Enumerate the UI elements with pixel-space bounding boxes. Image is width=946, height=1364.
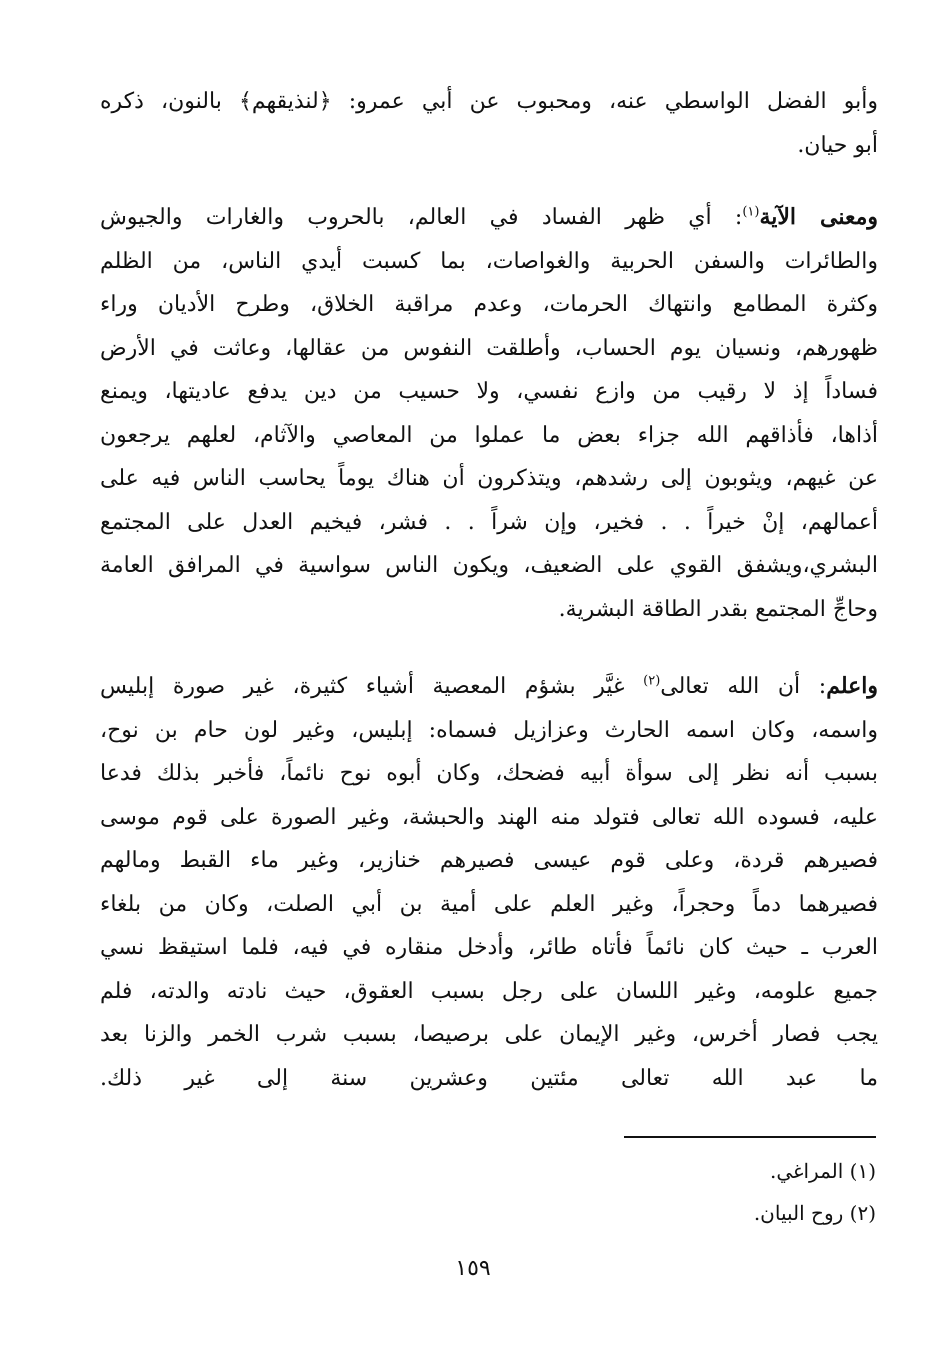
text-line-rest: غيَّر بشؤم المعصية أشياء كثيرة، غير صورة إبليس: [100, 674, 644, 699]
text-line: والطائرات والسفن الحربية والغواصات، بما كسبت أيدي الناس، من الظلم: [100, 248, 878, 274]
text-line: ما عبد الله تعالى مئتين وعشرين سنة إلى غير ذلك.: [100, 1065, 878, 1091]
text-line: أذاها، فأذاقهم الله جزاء بعض ما عملوا من المعاصي والآثام، لعلهم يرجعون: [100, 422, 878, 448]
text-line: عن غيهم، ويثوبون إلى رشدهم، ويتذكرون أن هناك يوماً يحاسب الناس فيه على: [100, 466, 878, 491]
text-line: البشري،ويشفق القوي على الضعيف، ويكون الناس سواسية في المرافق العامة: [100, 553, 878, 578]
footnote-separator: [624, 1136, 876, 1138]
text-line: عليه، فسوده الله تعالى فتولد منه الهند والحبشة، وغير الصورة على قوم موسى: [100, 804, 878, 830]
footnote-2: (٢) روح البيان.: [753, 1201, 876, 1225]
text-line: بسبب أنه نظر إلى سوأة أبيه فضحك، وكان أبوه نوح نائماً، فأخبر بذلك فدعا: [100, 761, 878, 786]
text-line: فساداً إذ لا رقيب من وازع نفسي، ولا حسيب من دين يدفع عاديتها، ويمنع: [100, 379, 878, 404]
text-line: وحاجِّ المجتمع بقدر الطاقة البشرية.: [558, 596, 878, 622]
footnotes: [476, 1150, 876, 1234]
text-line-rest: : أي ظهر الفساد في العالم، بالحروب والغارات والجيوش: [100, 205, 743, 230]
text-line: واسمه، وكان اسمه الحارث وعزازيل فسماه: إبليس، وغير لون حام بن نوح،: [100, 717, 878, 743]
text-line-rest: : أن الله تعالى: [660, 674, 827, 699]
footnote-marker: (١): [742, 204, 760, 220]
text-line: ظهورهم، ونسيان يوم الحساب، وأطلقت النفوس من عقالها، وعاثت في الأرض: [100, 335, 878, 361]
text-line: العرب ـ حيث كان نائماً فأتاه طائر، وأدخل منقاره في فيه، فلما استيقظ نسي: [100, 935, 878, 960]
paragraph-1: [100, 80, 878, 167]
footnote-marker: (٢): [643, 673, 661, 689]
text-line: وكثرة المطامع وانتهاك الحرمات، وعدم مراقبة الخلاق، وطرح الأديان وراء: [100, 292, 878, 317]
text-line: جميع علومه، وغير اللسان على رجل بسبب العقوق، حيث نادته والدته، فلم: [100, 978, 878, 1004]
paragraph-lead: واعلم: [826, 673, 878, 699]
text-line: [100, 665, 878, 709]
text-line: أبو حيان.: [797, 132, 878, 158]
text-line: وأبو الفضل الواسطي عنه، ومحبوب عن أبي عمرو: ﴿لنذيقهم﴾ بالنون، ذكره: [100, 89, 878, 114]
text-line: فصيرهم قردة، وعلى قوم عيسى فصيرهم خنازير، وغير ماء القبط ومالهم: [100, 848, 878, 873]
text-line: يجب فصار أخرس، وغير الإيمان على برصيصا، بسبب شرب الخمر والزنا بعد: [100, 1022, 878, 1047]
page-number: ١٥٩: [455, 1256, 491, 1281]
paragraph-lead: ومعنى الآية: [759, 204, 878, 230]
text-line: فصيرهما دماً وحجراً، وغير العلم على أمية بن أبي الصلت، وكان من بلغاء: [100, 891, 878, 917]
paragraph-3: [100, 665, 878, 1100]
paragraph-2: [100, 196, 878, 631]
text-line: أعمالهم، إنْ خيراً . . فخير، وإن شراً . . فشر، فيخيم العدل على المجتمع: [100, 509, 878, 535]
footnote-1: (١) المراغي.: [769, 1159, 876, 1183]
text-line: [100, 196, 878, 240]
